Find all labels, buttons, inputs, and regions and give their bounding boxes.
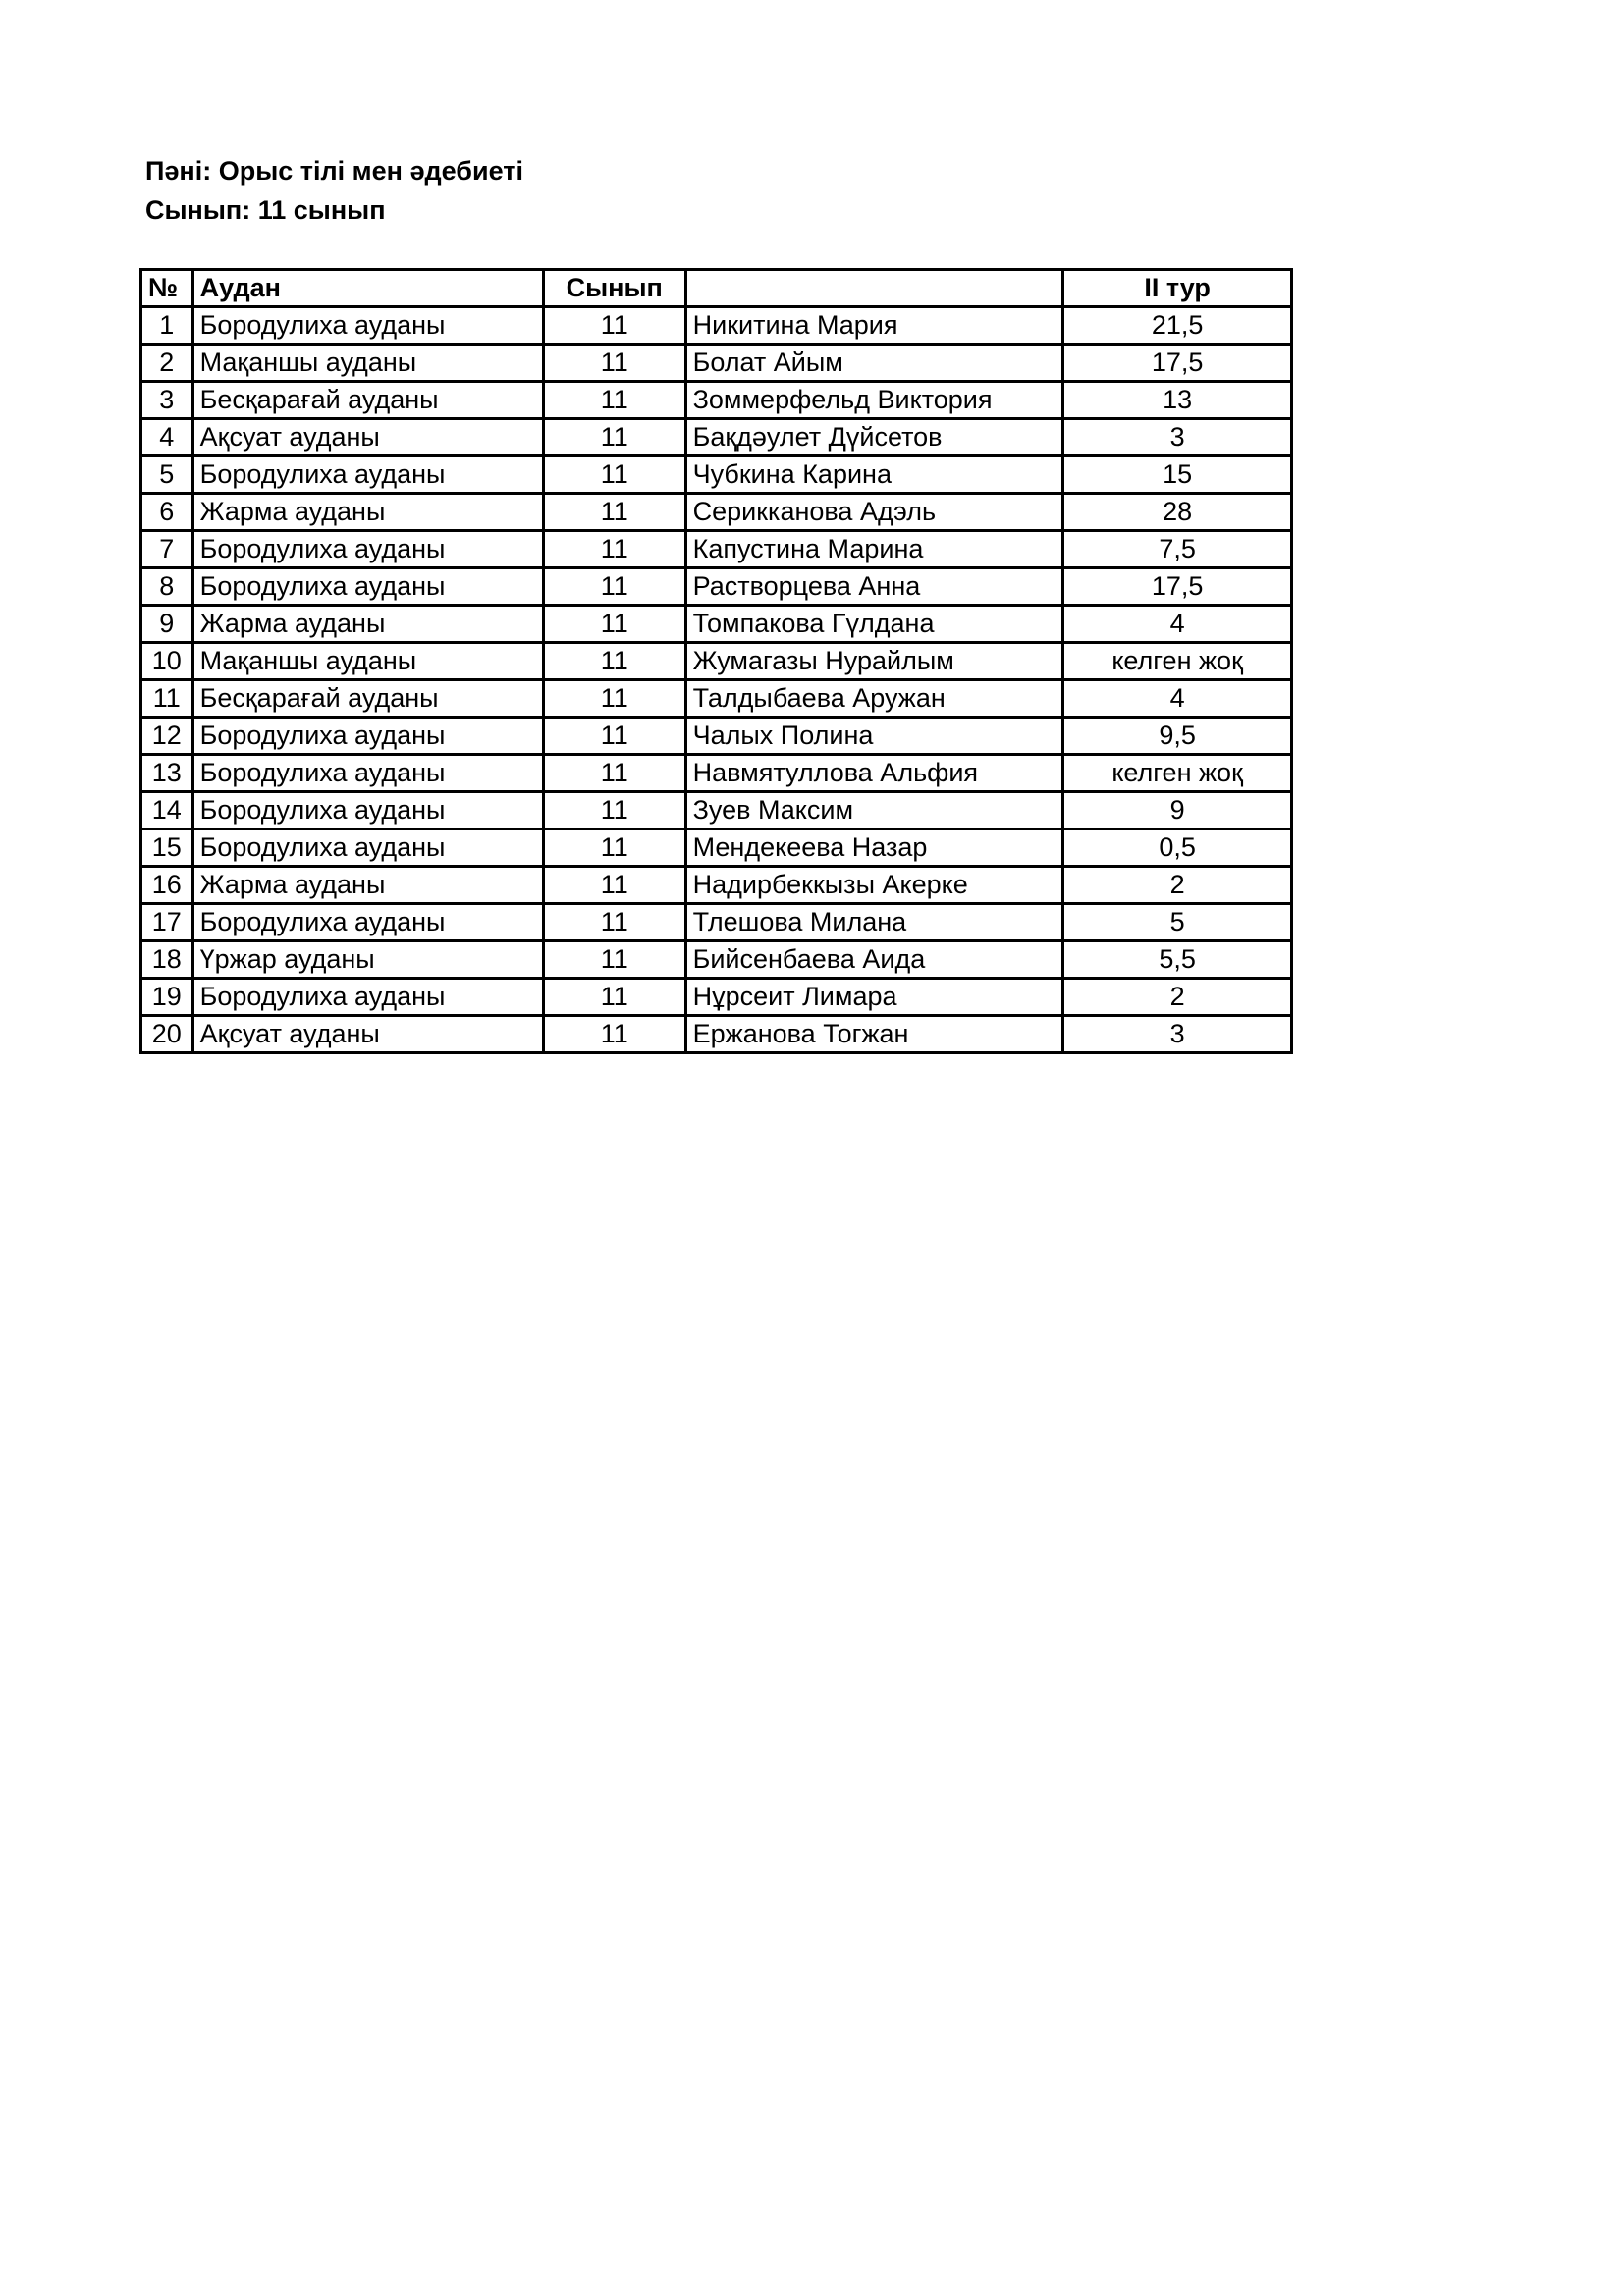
student-name-cell: Томпакова Гүлдана — [685, 606, 1063, 643]
score-cell: 7,5 — [1063, 531, 1292, 568]
student-name-cell: Никитина Мария — [685, 307, 1063, 345]
table-row — [141, 755, 1292, 792]
score-cell: 5 — [1063, 904, 1292, 941]
district-cell: Жарма ауданы — [192, 494, 543, 531]
class-cell: 11 — [543, 494, 685, 531]
district-cell: Жарма ауданы — [192, 606, 543, 643]
row-number: 20 — [141, 1016, 193, 1053]
student-name-cell: Тлешова Милана — [685, 904, 1063, 941]
district-cell: Бородулиха ауданы — [192, 531, 543, 568]
class-cell: 11 — [543, 382, 685, 419]
table-row — [141, 606, 1292, 643]
class-cell: 11 — [543, 680, 685, 718]
table-row — [141, 680, 1292, 718]
table-row — [141, 792, 1292, 829]
student-name-cell: Бақдәулет Дүйсетов — [685, 419, 1063, 456]
score-cell: 5,5 — [1063, 941, 1292, 979]
row-number: 15 — [141, 829, 193, 867]
district-cell: Бородулиха ауданы — [192, 829, 543, 867]
student-name-cell: Ержанова Тогжан — [685, 1016, 1063, 1053]
district-cell: Мақаншы ауданы — [192, 643, 543, 680]
class-cell: 11 — [543, 867, 685, 904]
class-cell: 11 — [543, 568, 685, 606]
score-cell: 3 — [1063, 419, 1292, 456]
score-cell: 17,5 — [1063, 568, 1292, 606]
score-cell: келген жоқ — [1063, 643, 1292, 680]
district-cell: Мақаншы ауданы — [192, 345, 543, 382]
score-cell: 15 — [1063, 456, 1292, 494]
row-number: 14 — [141, 792, 193, 829]
table-row — [141, 718, 1292, 755]
student-name-cell: Серикканова Адэль — [685, 494, 1063, 531]
score-cell: 9 — [1063, 792, 1292, 829]
table-row — [141, 829, 1292, 867]
student-name-cell: Зуев Максим — [685, 792, 1063, 829]
row-number: 13 — [141, 755, 193, 792]
table-row — [141, 419, 1292, 456]
district-cell: Ақсуат ауданы — [192, 1016, 543, 1053]
score-cell: 9,5 — [1063, 718, 1292, 755]
student-name-cell: Мендекеева Назар — [685, 829, 1063, 867]
district-cell: Бесқарағай ауданы — [192, 680, 543, 718]
table-row — [141, 568, 1292, 606]
student-name-cell: Навмятуллова Альфия — [685, 755, 1063, 792]
table-row — [141, 307, 1292, 345]
row-number: 2 — [141, 345, 193, 382]
class-cell: 11 — [543, 941, 685, 979]
table-header — [141, 270, 1292, 307]
results-table — [139, 268, 1293, 1054]
student-name-cell: Бийсенбаева Аида — [685, 941, 1063, 979]
column-header-round-two: II тур — [1063, 270, 1292, 307]
score-cell: 0,5 — [1063, 829, 1292, 867]
row-number: 5 — [141, 456, 193, 494]
student-name-cell: Талдыбаева Аружан — [685, 680, 1063, 718]
district-cell: Бородулиха ауданы — [192, 904, 543, 941]
student-name-cell: Зоммерфельд Виктория — [685, 382, 1063, 419]
district-cell: Бородулиха ауданы — [192, 307, 543, 345]
score-cell: 2 — [1063, 979, 1292, 1016]
row-number: 6 — [141, 494, 193, 531]
column-header-class: Сынып — [543, 270, 685, 307]
table-row — [141, 979, 1292, 1016]
table-row — [141, 941, 1292, 979]
class-title: Сынып: 11 сынып — [145, 195, 386, 225]
district-cell: Бесқарағай ауданы — [192, 382, 543, 419]
student-name-cell: Растворцева Анна — [685, 568, 1063, 606]
district-cell: Бородулиха ауданы — [192, 568, 543, 606]
class-cell: 11 — [543, 904, 685, 941]
district-cell: Ақсуат ауданы — [192, 419, 543, 456]
district-cell: Бородулиха ауданы — [192, 718, 543, 755]
row-number: 12 — [141, 718, 193, 755]
row-number: 9 — [141, 606, 193, 643]
student-name-cell: Надирбеккызы Акерке — [685, 867, 1063, 904]
score-cell: 13 — [1063, 382, 1292, 419]
score-cell: келген жоқ — [1063, 755, 1292, 792]
row-number: 19 — [141, 979, 193, 1016]
table-row — [141, 494, 1292, 531]
row-number: 16 — [141, 867, 193, 904]
class-cell: 11 — [543, 1016, 685, 1053]
district-cell: Үржар ауданы — [192, 941, 543, 979]
row-number: 10 — [141, 643, 193, 680]
row-number: 18 — [141, 941, 193, 979]
table-row — [141, 643, 1292, 680]
district-cell: Бородулиха ауданы — [192, 755, 543, 792]
table-row — [141, 867, 1292, 904]
class-cell: 11 — [543, 643, 685, 680]
class-cell: 11 — [543, 307, 685, 345]
student-name-cell: Чубкина Карина — [685, 456, 1063, 494]
class-cell: 11 — [543, 456, 685, 494]
score-cell: 4 — [1063, 680, 1292, 718]
row-number: 1 — [141, 307, 193, 345]
student-name-cell: Чалых Полина — [685, 718, 1063, 755]
column-header-number: № — [141, 270, 193, 307]
district-cell: Бородулиха ауданы — [192, 792, 543, 829]
student-name-cell: Нұрсеит Лимара — [685, 979, 1063, 1016]
class-cell: 11 — [543, 829, 685, 867]
row-number: 8 — [141, 568, 193, 606]
header-row — [141, 270, 1292, 307]
class-cell: 11 — [543, 345, 685, 382]
table-body — [141, 307, 1292, 1053]
district-cell: Жарма ауданы — [192, 867, 543, 904]
class-cell: 11 — [543, 792, 685, 829]
score-cell: 3 — [1063, 1016, 1292, 1053]
table-row — [141, 345, 1292, 382]
class-cell: 11 — [543, 606, 685, 643]
score-cell: 2 — [1063, 867, 1292, 904]
student-name-cell: Болат Айым — [685, 345, 1063, 382]
student-name-cell: Капустина Марина — [685, 531, 1063, 568]
score-cell: 4 — [1063, 606, 1292, 643]
subject-title: Пәні: Орыс тілі мен әдебиеті — [145, 156, 523, 186]
class-cell: 11 — [543, 718, 685, 755]
row-number: 7 — [141, 531, 193, 568]
column-header-district: Аудан — [192, 270, 543, 307]
class-cell: 11 — [543, 755, 685, 792]
row-number: 3 — [141, 382, 193, 419]
table-row — [141, 382, 1292, 419]
class-cell: 11 — [543, 531, 685, 568]
score-cell: 28 — [1063, 494, 1292, 531]
district-cell: Бородулиха ауданы — [192, 456, 543, 494]
student-name-cell: Жумагазы Нурайлым — [685, 643, 1063, 680]
row-number: 4 — [141, 419, 193, 456]
table-row — [141, 456, 1292, 494]
class-cell: 11 — [543, 979, 685, 1016]
row-number: 17 — [141, 904, 193, 941]
table-row — [141, 1016, 1292, 1053]
class-cell: 11 — [543, 419, 685, 456]
column-header-name — [685, 270, 1063, 307]
table-row — [141, 531, 1292, 568]
score-cell: 21,5 — [1063, 307, 1292, 345]
district-cell: Бородулиха ауданы — [192, 979, 543, 1016]
row-number: 11 — [141, 680, 193, 718]
score-cell: 17,5 — [1063, 345, 1292, 382]
document-header — [145, 151, 523, 230]
table-row — [141, 904, 1292, 941]
